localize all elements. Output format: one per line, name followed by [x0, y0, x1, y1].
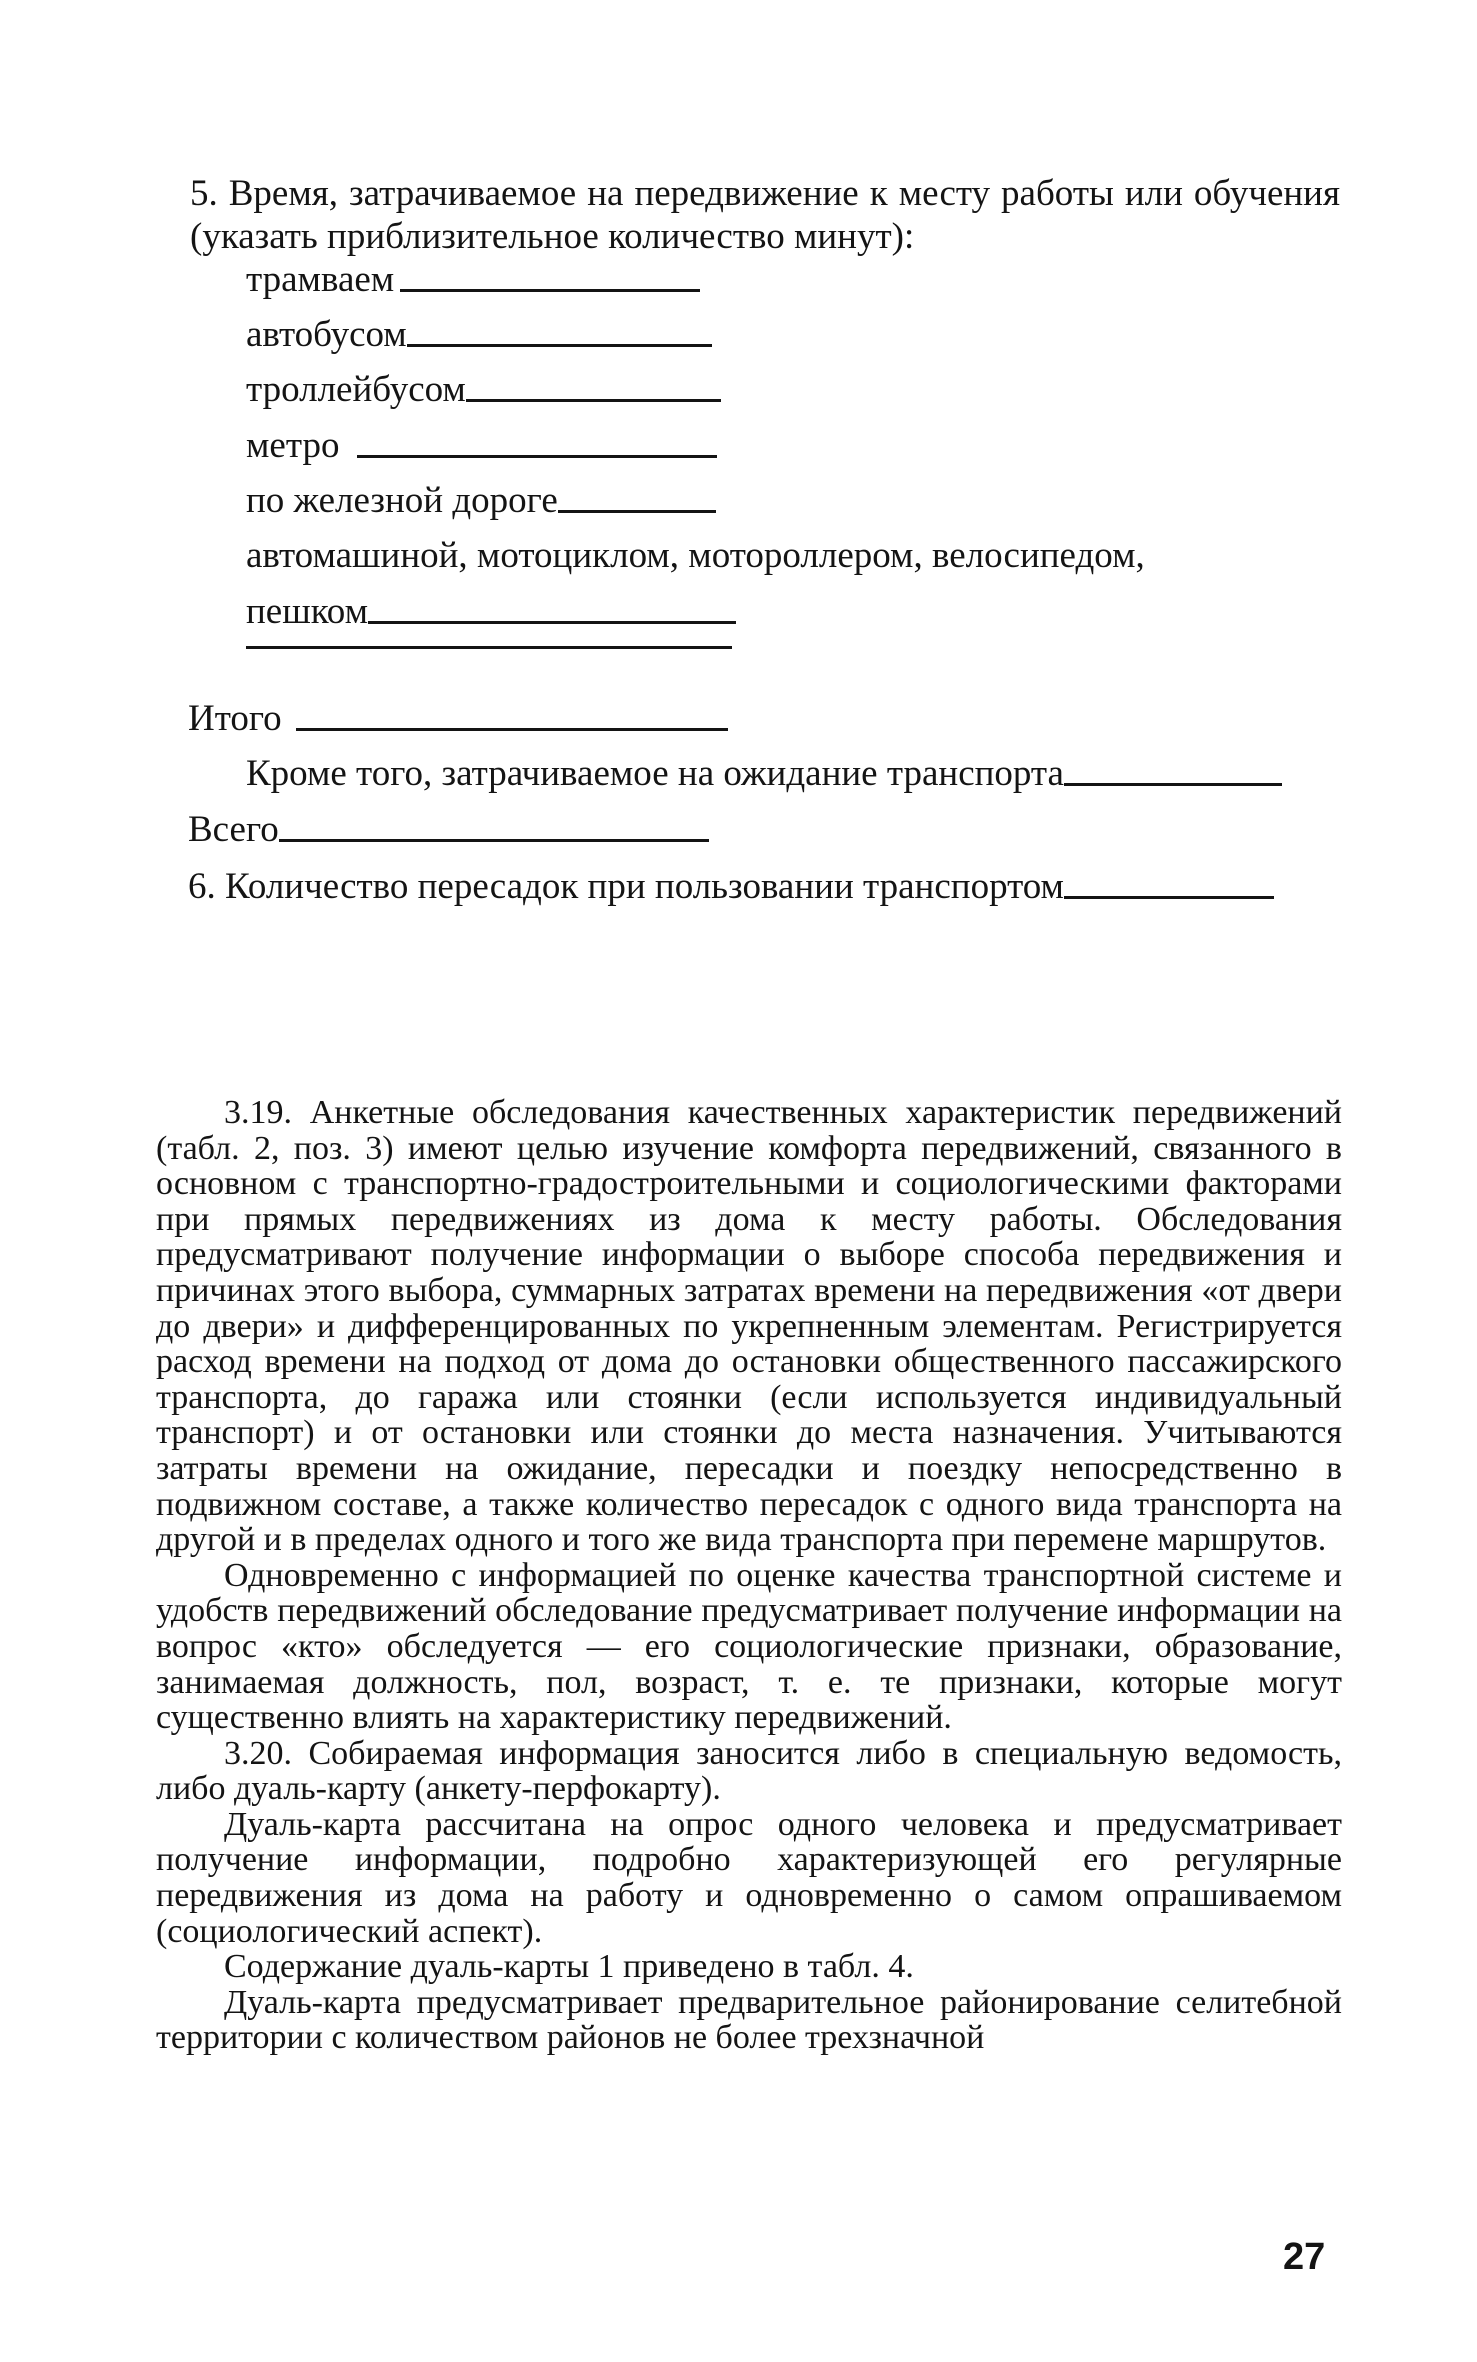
mode-label: по железной дороге: [246, 480, 558, 521]
grand-total-label: Всего: [188, 809, 279, 850]
waiting-row: [246, 752, 1282, 796]
page-number: 27: [1283, 2236, 1326, 2278]
paragraph: Содержание дуаль-карты 1 приведено в табл. 4.: [224, 1948, 914, 1986]
total-label: Итого: [188, 698, 282, 739]
blank-line: [296, 728, 728, 731]
paragraph: Одновременно с информацией по оценке качества транспортной системе и удобств передвижений обследование предусматривает получение информации на вопрос «кто» обследуется — его социологические признаки, образование, занимаемая должность, пол, возраст, т. е. те признаки, которые могут существенно влиять на характеристику передвижений.: [156, 1556, 1342, 1737]
blank-line: [368, 621, 736, 624]
question-5: [190, 172, 1340, 258]
paragraph: 3.20. Собираемая информация заносится либо в специальную ведомость, либо дуаль-карту (анкету-перфокарту).: [156, 1734, 1342, 1808]
mode-row-trolleybus: [246, 368, 721, 412]
extra-blank-row: [246, 646, 732, 659]
blank-line: [400, 289, 700, 292]
grand-total-row: [188, 808, 709, 852]
mode-label: трамваем: [246, 259, 395, 300]
waiting-label: Кроме того, затрачиваемое на ожидание транспорта: [246, 753, 1064, 794]
paragraph: Дуаль-карта рассчитана на опрос одного человека и предусматривает получение информации, подробно характеризующей его регулярные передвижения из дома на работу и одновременно о самом опрашиваемом (социологический аспект).: [156, 1805, 1342, 1950]
blank-line: [558, 510, 716, 513]
blank-line: [466, 399, 721, 402]
question-6-label: 6. Количество пересадок при пользовании транспортом: [188, 866, 1064, 907]
mode-row-walk: [246, 590, 736, 634]
mode-row-metro: [246, 424, 717, 468]
paragraph: 3.19. Анкетные обследования качественных характеристик передвижений (табл. 2, поз. 3) имеют целью изучение комфорта передвижений, связанного в основном с транспортно-градостроительными и социологическими факторами при прямых передвижениях из дома к месту работы. Обследования предусматривают получение информации о выборе способа передвижения и причинах этого выбора, суммарных затратах времени на передвижения «от двери до двери» и дифференцированных по укрепненным элементам. Регистрируется расход времени на подход от дома до остановки общественного пассажирского транспорта, до гаража или стоянки (если используется индивидуальный транспорт) и от остановки или стоянки до места назначения. Учитываются затраты времени на ожидание, пересадки и поездку непосредственно в подвижном составе, а также количество пересадок с одного вида транспорта на другой и в пределах одного и того же вида транспорта при перемене маршрутов.: [156, 1094, 1342, 1559]
blank-line: [357, 455, 717, 458]
mode-label: троллейбусом: [246, 369, 466, 410]
blank-line: [1064, 896, 1274, 899]
blank-line: [246, 646, 732, 649]
mode-label: пешком: [246, 591, 369, 632]
blank-line: [279, 839, 709, 842]
question-5-heading: 5. Время, затрачиваемое на передвижение к месту работы или обучения (указать приблизительное количество минут):: [190, 173, 1340, 257]
mode-label: автомашиной, мотоциклом, мотороллером, велосипедом,: [246, 535, 1145, 576]
mode-row-vehicles: [246, 534, 1145, 578]
body-text: [156, 1095, 1342, 2056]
mode-label: метро: [246, 425, 340, 466]
total-row: [188, 697, 728, 741]
blank-line: [1064, 783, 1282, 786]
paragraph: Дуаль-карта предусматривает предварительное районирование селитебной территории с количеством районов не более трехзначной: [156, 1983, 1342, 2057]
question-6: [188, 865, 1274, 909]
mode-label: автобусом: [246, 314, 407, 355]
mode-row-bus: [246, 313, 712, 357]
mode-row-tram: [246, 258, 700, 302]
blank-line: [407, 344, 712, 347]
mode-row-railway: [246, 479, 716, 523]
